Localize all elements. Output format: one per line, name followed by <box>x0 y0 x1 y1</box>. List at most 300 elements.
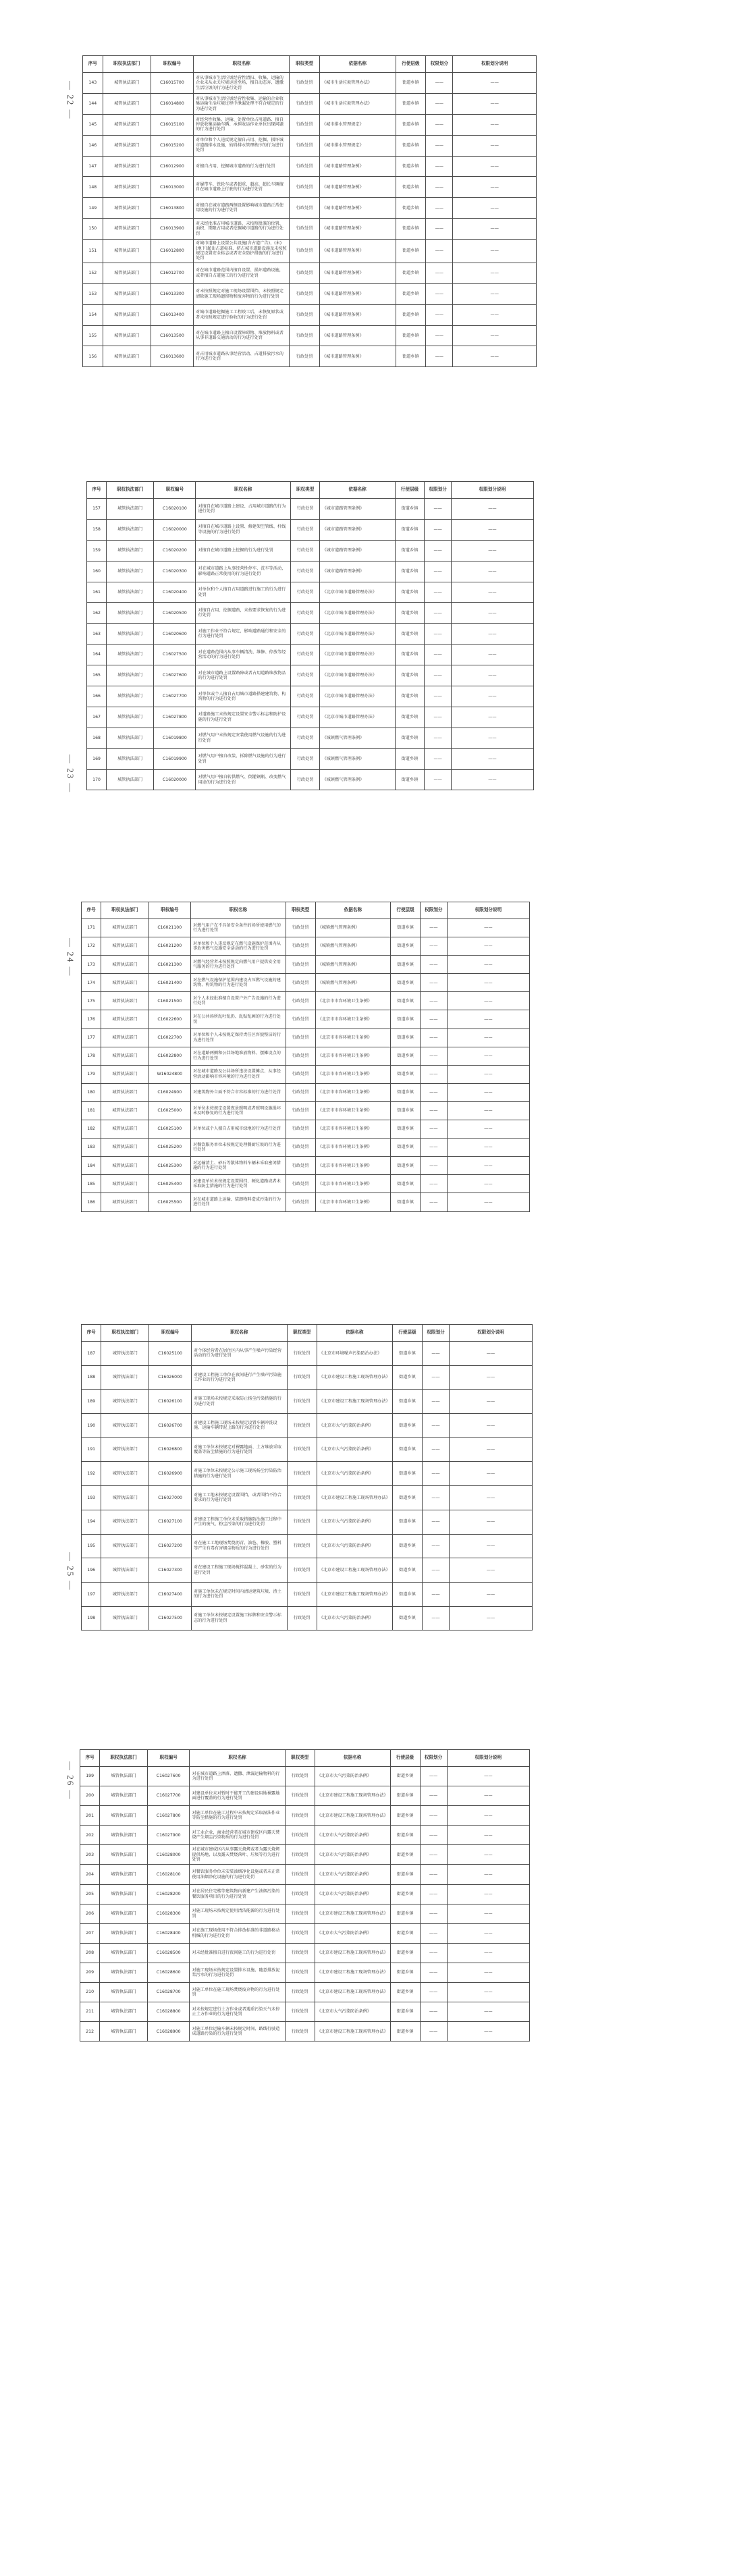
table-cell: 《城镇燃气管理条例》 <box>320 769 395 790</box>
table-cell: —— <box>426 263 453 283</box>
table-row <box>80 1963 530 1982</box>
table-cell: 街道乡镇 <box>390 2022 420 2041</box>
table-cell: —— <box>450 1534 533 1558</box>
table-cell: 199 <box>80 1767 100 1786</box>
table-cell: 《北京市建设工程施工现场管理办法》 <box>317 1390 392 1414</box>
table-cell: 对在居民住宅楼等建筑物内新建产生油烟污染的餐饮服务项目的行为进行处罚 <box>190 1884 285 1904</box>
table-row <box>83 114 537 135</box>
column-header: 序号 <box>82 902 101 919</box>
table-cell: 城管执法部门 <box>101 1157 148 1175</box>
table-cell: 城管执法部门 <box>103 135 151 156</box>
table-cell: 212 <box>80 2022 100 2041</box>
table-cell: 《北京市大气污染防治条例》 <box>315 1767 390 1786</box>
table-cell: 街道乡镇 <box>392 1582 422 1606</box>
table-cell: 城管执法部门 <box>103 283 151 304</box>
table-cell: —— <box>425 665 452 686</box>
table-cell: C16015200 <box>151 135 193 156</box>
table-row <box>80 1806 530 1826</box>
table-cell: —— <box>453 219 537 240</box>
table-cell: 城管执法部门 <box>103 346 151 367</box>
table-cell: 对燃气用户擅自转供燃气、倒灌钢瓶、改变燃气用途的行为进行处罚 <box>196 769 290 790</box>
table-cell: 《北京市市容环境卫生条例》 <box>315 1157 391 1175</box>
table-cell: C16021300 <box>148 956 190 974</box>
column-header: 职权执法部门 <box>107 482 154 499</box>
table-cell: —— <box>453 240 537 263</box>
column-header: 权限划分 <box>420 902 447 919</box>
authority-table <box>86 481 534 790</box>
table-cell: 《北京市大气污染防治条例》 <box>315 1826 390 1845</box>
table-cell: —— <box>420 1010 447 1029</box>
table-cell: C16020400 <box>154 582 196 603</box>
table-cell: —— <box>420 1120 447 1139</box>
table-cell: —— <box>453 263 537 283</box>
table-cell: —— <box>452 728 534 748</box>
authority-table <box>82 55 537 367</box>
table-cell: 《北京市城市道路管理办法》 <box>320 624 395 645</box>
table-cell: C16027400 <box>149 1582 192 1606</box>
table-cell: 152 <box>83 263 103 283</box>
table-cell: 对燃气用户在不具备安全条件的场所使用燃气的行为进行处罚 <box>190 919 286 937</box>
table-cell: —— <box>420 1767 447 1786</box>
table-cell: 行政处罚 <box>286 919 315 937</box>
table-cell: 《北京市市容环境卫生条例》 <box>315 1029 391 1047</box>
table-cell: 《北京市市容环境卫生条例》 <box>315 1193 391 1211</box>
table-row <box>82 1342 533 1366</box>
table-cell: 《城镇燃气管理条例》 <box>315 919 391 937</box>
table-cell: 对在城市道路上从事经营性停车、洗车等活动，影响道路正常使用的行为进行处罚 <box>196 561 290 582</box>
table-cell: 街道乡镇 <box>391 1175 421 1193</box>
table-cell: 《北京市建设工程施工现场管理办法》 <box>315 1786 390 1806</box>
table-cell: 对未经批准占用城市道路、未按照批准的位置、面积、期限占用或者挖掘城市道路的行为进行处罚 <box>193 219 290 240</box>
table-cell: —— <box>420 992 447 1010</box>
table-cell: 187 <box>82 1342 101 1366</box>
table-cell: 178 <box>82 1047 101 1065</box>
table-cell: 城管执法部门 <box>100 1826 148 1845</box>
table-cell: 154 <box>83 304 103 325</box>
table-cell: 205 <box>80 1884 100 1904</box>
page-number: — 24 — <box>65 938 76 977</box>
table-cell: 行政处罚 <box>286 992 315 1010</box>
table-row <box>82 1083 530 1101</box>
table-cell: —— <box>420 1047 447 1065</box>
table-row <box>83 177 537 198</box>
table-cell: —— <box>447 1983 530 2002</box>
table-cell: 150 <box>83 219 103 240</box>
table-cell: 行政处罚 <box>286 1029 315 1047</box>
table-cell: —— <box>426 93 453 114</box>
table-cell: 城管执法部门 <box>107 769 154 790</box>
table-cell: 街道乡镇 <box>391 1101 421 1120</box>
table-cell: 对擅自在城市道路上挖掘的行为进行处罚 <box>196 540 290 561</box>
table-cell: 城管执法部门 <box>101 1029 148 1047</box>
table-cell: —— <box>447 1083 529 1101</box>
table-cell: 《北京市市容环境卫生条例》 <box>315 1010 391 1029</box>
table-cell: C16028600 <box>147 1963 190 1982</box>
table-cell: 《城镇燃气管理条例》 <box>315 937 391 956</box>
table-header-row <box>83 56 537 73</box>
table-cell: 城管执法部门 <box>101 1120 148 1139</box>
table-row <box>83 325 537 346</box>
column-header: 序号 <box>83 56 103 73</box>
table-cell: 《北京市大气污染防治条例》 <box>315 1923 390 1943</box>
table-cell: 《北京市大气污染防治条例》 <box>317 1606 392 1630</box>
table-cell: 155 <box>83 325 103 346</box>
table-cell: 《城镇燃气管理条例》 <box>320 728 395 748</box>
table-cell: 行政处罚 <box>287 1606 317 1630</box>
table-cell: 城管执法部门 <box>100 1786 148 1806</box>
table-cell: 行政处罚 <box>285 1943 315 1963</box>
table-cell: —— <box>426 240 453 263</box>
table-cell: 城管执法部门 <box>107 603 154 624</box>
table-cell: —— <box>422 1414 449 1438</box>
table-cell: 189 <box>82 1390 101 1414</box>
table-cell: 对从事城市生活垃圾经营性收集、运输的企业收集运输生活垃圾过程中泄漏处理不符合规定的行为进行处罚 <box>193 93 290 114</box>
table-cell: C16013600 <box>151 346 193 367</box>
table-cell: 对未按规定进行土方作业或者遇重污染天气未停止土方作业的行为进行处罚 <box>190 2002 285 2022</box>
table-row <box>87 748 534 769</box>
table-cell: 176 <box>82 1010 101 1029</box>
table-cell: —— <box>426 156 453 177</box>
table-cell: —— <box>453 135 537 156</box>
table-cell: 行政处罚 <box>290 346 319 367</box>
table-cell: —— <box>426 114 453 135</box>
table-cell: 对擅自在城市道路上设置、修建架空管线、杆线等设施的行为进行处罚 <box>196 519 290 540</box>
table-cell: 行政处罚 <box>285 1904 315 1923</box>
table-cell: —— <box>420 1193 447 1211</box>
column-header: 依据名称 <box>315 1750 390 1767</box>
table-cell: 行政处罚 <box>287 1414 317 1438</box>
table-cell: —— <box>447 1806 530 1826</box>
table-cell: 《城市道路管理条例》 <box>320 499 395 520</box>
table-cell: 城管执法部门 <box>100 1963 148 1982</box>
table-cell: 街道乡镇 <box>396 219 425 240</box>
table-cell: 城管执法部门 <box>100 1904 148 1923</box>
table-cell: —— <box>447 2002 530 2022</box>
table-cell: C16028000 <box>147 1845 190 1865</box>
table-cell: 行政处罚 <box>286 1065 315 1083</box>
table-cell: —— <box>447 1175 529 1193</box>
column-header: 权限划分 <box>422 1325 449 1342</box>
table-cell: —— <box>450 1462 533 1486</box>
table-cell: 城管执法部门 <box>100 1884 148 1904</box>
column-header: 权限划分说明 <box>447 902 529 919</box>
table-row <box>82 1175 530 1193</box>
table-cell: 《城市道路管理条例》 <box>319 346 396 367</box>
table-cell: —— <box>420 2022 447 2041</box>
table-cell: —— <box>450 1606 533 1630</box>
table-cell: C16012800 <box>151 240 193 263</box>
table-cell: C16020000 <box>154 769 196 790</box>
table-cell: —— <box>420 1826 447 1845</box>
table-cell: 170 <box>87 769 107 790</box>
table-cell: 城管执法部门 <box>100 1943 148 1963</box>
table-cell: 行政处罚 <box>290 561 320 582</box>
table-cell: —— <box>426 346 453 367</box>
table-header-row <box>80 1750 530 1767</box>
table-cell: 行政处罚 <box>285 2002 315 2022</box>
table-cell: —— <box>450 1390 533 1414</box>
table-cell: —— <box>452 603 534 624</box>
table-cell: 城管执法部门 <box>100 1806 148 1826</box>
table-cell: —— <box>447 992 529 1010</box>
table-cell: C16026900 <box>149 1462 192 1486</box>
table-cell: 143 <box>83 73 103 94</box>
table-cell: 行政处罚 <box>290 263 319 283</box>
table-header-row <box>82 1325 533 1342</box>
table-cell: 行政处罚 <box>287 1558 317 1583</box>
table-cell: C16012900 <box>151 156 193 177</box>
table-cell: —— <box>447 1845 530 1865</box>
table-row <box>82 1486 533 1510</box>
table-cell: C16027800 <box>147 1806 190 1826</box>
table-cell: 城管执法部门 <box>101 1065 148 1083</box>
table-cell: 行政处罚 <box>290 283 319 304</box>
table-cell: 街道乡镇 <box>395 748 425 769</box>
table-cell: 行政处罚 <box>290 198 319 219</box>
table-cell: 《北京市建设工程施工现场管理办法》 <box>317 1558 392 1583</box>
table-cell: 城管执法部门 <box>101 1139 148 1157</box>
table-cell: 街道乡镇 <box>395 645 425 665</box>
table-cell: C16027200 <box>149 1534 192 1558</box>
table-cell: —— <box>447 937 529 956</box>
table-cell: 对在城市道路上运输、装卸物料造成污染的行为进行处罚 <box>190 1193 286 1211</box>
table-cell: 行政处罚 <box>290 686 320 707</box>
page-number: — 23 — <box>65 755 76 794</box>
table-cell: —— <box>425 645 452 665</box>
table-row <box>82 1462 533 1486</box>
table-cell: 城管执法部门 <box>100 1923 148 1943</box>
table-cell: —— <box>422 1462 449 1486</box>
table-cell: 街道乡镇 <box>392 1462 422 1486</box>
table-cell: 204 <box>80 1865 100 1884</box>
column-header: 职权类型 <box>285 1750 315 1767</box>
table-cell: 街道乡镇 <box>392 1365 422 1390</box>
table-cell: C16014800 <box>151 93 193 114</box>
table-cell: —— <box>425 603 452 624</box>
table-row <box>83 73 537 94</box>
table-cell: 城管执法部门 <box>100 1865 148 1884</box>
table-cell: 街道乡镇 <box>392 1510 422 1534</box>
table-cell: 行政处罚 <box>286 1193 315 1211</box>
table-row <box>80 1884 530 1904</box>
table-cell: C16025200 <box>148 1139 190 1157</box>
table-row <box>82 1010 530 1029</box>
table-cell: 对施工工地未按规定设置围挡，或者围挡不符合要求的行为进行处罚 <box>191 1486 287 1510</box>
table-cell: —— <box>452 561 534 582</box>
table-cell: 对擅自占用、挖掘道路，未按要求恢复的行为进行处罚 <box>196 603 290 624</box>
table-cell: 城管执法部门 <box>107 748 154 769</box>
table-cell: 行政处罚 <box>286 956 315 974</box>
table-cell: 行政处罚 <box>287 1462 317 1486</box>
table-cell: 行政处罚 <box>286 1101 315 1120</box>
table-cell: 街道乡镇 <box>391 919 421 937</box>
table-row <box>87 582 534 603</box>
table-cell: —— <box>422 1390 449 1414</box>
table-row <box>80 1943 530 1963</box>
table-cell: —— <box>425 707 452 728</box>
table-cell: 城管执法部门 <box>101 1083 148 1101</box>
table-cell: 行政处罚 <box>286 1120 315 1139</box>
table-cell: 城管执法部门 <box>107 624 154 645</box>
table-cell: —— <box>420 937 447 956</box>
table-cell: 对运输渣土、砂石等散体物料车辆未采取密闭措施的行为进行处罚 <box>190 1157 286 1175</box>
table-cell: —— <box>447 919 529 937</box>
table-cell: 207 <box>80 1923 100 1943</box>
table-cell: C16020000 <box>154 519 196 540</box>
table-cell: 对占用城市道路从事经营活动、占道排放污水的行为进行处罚 <box>193 346 290 367</box>
table-cell: 行政处罚 <box>287 1486 317 1510</box>
table-cell: —— <box>450 1510 533 1534</box>
table-cell: 城管执法部门 <box>107 686 154 707</box>
table-cell: 城管执法部门 <box>107 665 154 686</box>
table-cell: 街道乡镇 <box>390 1963 420 1982</box>
table-cell: —— <box>420 919 447 937</box>
table-cell: 行政处罚 <box>286 1175 315 1193</box>
table-cell: C16022800 <box>148 1047 190 1065</box>
table-cell: 街道乡镇 <box>391 1139 421 1157</box>
table-cell: 对施工单位未按规定公示施工现场扬尘污染防治措施的行为进行处罚 <box>191 1462 287 1486</box>
table-row <box>87 499 534 520</box>
column-header: 序号 <box>87 482 107 499</box>
table-cell: 对经营性收集、运输、处置单位占用道路、擅自停放收集运输车辆、承担收运作业单位出现问题的行为进行处罚 <box>193 114 290 135</box>
table-row <box>82 1582 533 1606</box>
table-cell: C16028200 <box>147 1884 190 1904</box>
table-cell: 201 <box>80 1806 100 1826</box>
column-header: 权限划分说明 <box>450 1325 533 1342</box>
table-cell: 街道乡镇 <box>390 1904 420 1923</box>
table-cell: 街道乡镇 <box>391 1157 421 1175</box>
table-cell: 对单位和个人擅自占用道路进行施工的行为进行处罚 <box>196 582 290 603</box>
table-cell: 行政处罚 <box>290 728 320 748</box>
table-cell: —— <box>447 1786 530 1806</box>
table-cell: 《城市道路管理条例》 <box>320 561 395 582</box>
column-header: 权限划分 <box>425 482 452 499</box>
table-cell: —— <box>425 561 452 582</box>
table-row <box>82 919 530 937</box>
table-cell: 街道乡镇 <box>395 769 425 790</box>
table-cell: 174 <box>82 974 101 992</box>
table-row <box>82 1510 533 1534</box>
table-cell: 《北京市建设工程施工现场管理办法》 <box>317 1582 392 1606</box>
table-cell: 《北京市建设工程施工现场管理办法》 <box>317 1365 392 1390</box>
table-cell: —— <box>453 198 537 219</box>
table-cell: 对建筑物外立面不符合市容标准的行为进行处罚 <box>190 1083 286 1101</box>
table-cell: 对施工作业不符合规定，影响道路通行和安全的行为进行处罚 <box>196 624 290 645</box>
table-cell: 对单位和个人未按规定保持责任区容貌整洁的行为进行处罚 <box>190 1029 286 1047</box>
table-cell: 对在施工现场使用不符合排放标准的非道路移动机械的行为进行处罚 <box>190 1923 285 1943</box>
table-row <box>80 1767 530 1786</box>
table-cell: 192 <box>82 1462 101 1486</box>
table-cell: 173 <box>82 956 101 974</box>
table-cell: 对未经批准擅自进行夜间施工的行为进行处罚 <box>190 1943 285 1963</box>
table-cell: 对餐饮服务单位未按规定处理餐厨垃圾的行为进行处罚 <box>190 1139 286 1157</box>
table-cell: 161 <box>87 582 107 603</box>
table-cell: 《城市生活垃圾管理办法》 <box>319 93 396 114</box>
table-row <box>82 1437 533 1462</box>
table-cell: 对工业企业、商业经营者在城市建成区内露天焚烧产生烟尘污染物质的行为进行处罚 <box>190 1826 285 1845</box>
table-cell: C16015700 <box>151 73 193 94</box>
table-cell: —— <box>452 769 534 790</box>
table-cell: —— <box>450 1437 533 1462</box>
table-row <box>83 198 537 219</box>
table-cell: 《北京市大气污染防治条例》 <box>317 1510 392 1534</box>
table-cell: 街道乡镇 <box>396 283 425 304</box>
table-cell: 对建设工程施工单位在夜间进行产生噪声污染施工作业的行为进行处罚 <box>191 1365 287 1390</box>
table-cell: —— <box>426 135 453 156</box>
table-cell: 198 <box>82 1606 101 1630</box>
table-cell: 街道乡镇 <box>395 519 425 540</box>
table-cell: C16026100 <box>149 1390 192 1414</box>
column-header: 职权编号 <box>154 482 196 499</box>
table-cell: 城管执法部门 <box>100 1845 148 1865</box>
column-header: 序号 <box>82 1325 101 1342</box>
table-cell: 行政处罚 <box>290 748 320 769</box>
table-cell: 对未按照规定对施工现场设置围挡、未按照规定清除施工现场遗留物和废弃物的行为进行处罚 <box>193 283 290 304</box>
column-header: 行使层级 <box>395 482 425 499</box>
table-cell: —— <box>452 540 534 561</box>
table-cell: 行政处罚 <box>286 974 315 992</box>
table-cell: 街道乡镇 <box>396 263 425 283</box>
table-cell: 街道乡镇 <box>390 1826 420 1845</box>
table-cell: 街道乡镇 <box>391 956 421 974</box>
table-cell: C16025500 <box>148 1193 190 1211</box>
table-row <box>82 1414 533 1438</box>
table-cell: 城管执法部门 <box>103 263 151 283</box>
table-cell: 街道乡镇 <box>392 1558 422 1583</box>
column-header: 权限划分说明 <box>452 482 534 499</box>
table-cell: —— <box>426 283 453 304</box>
table-cell: —— <box>420 1806 447 1826</box>
table-cell: —— <box>420 1065 447 1083</box>
table-cell: —— <box>422 1606 449 1630</box>
column-header: 行使层级 <box>390 1750 420 1767</box>
table-cell: 158 <box>87 519 107 540</box>
table-cell: 对单位未按规定设置夜景照明或者照明设施损坏未及时修复的行为进行处罚 <box>190 1101 286 1120</box>
table-cell: —— <box>453 325 537 346</box>
table-cell: 对擅自在城市道路两侧设置影响城市道路正常使用设施的行为进行处罚 <box>193 198 290 219</box>
table-cell: —— <box>452 645 534 665</box>
table-cell: 《北京市市容环境卫生条例》 <box>315 992 391 1010</box>
table-row <box>80 1865 530 1884</box>
table-cell: 城管执法部门 <box>103 73 151 94</box>
table-cell: 街道乡镇 <box>391 974 421 992</box>
table-cell: 对在公共场所乱吐乱扔、乱贴乱画的行为进行处罚 <box>190 1010 286 1029</box>
table-cell: —— <box>452 582 534 603</box>
table-cell: 《北京市市容环境卫生条例》 <box>315 1175 391 1193</box>
table-cell: 行政处罚 <box>290 582 320 603</box>
table-cell: 210 <box>80 1983 100 2002</box>
page-number: — 25 — <box>65 1552 76 1591</box>
table-cell: 街道乡镇 <box>391 937 421 956</box>
table-cell: 街道乡镇 <box>390 1865 420 1884</box>
table-row <box>83 93 537 114</box>
table-cell: —— <box>420 1157 447 1175</box>
table-cell: 《北京市市容环境卫生条例》 <box>315 1083 391 1101</box>
table-cell: —— <box>425 499 452 520</box>
table-cell: 《北京市大气污染防治条例》 <box>317 1534 392 1558</box>
table-cell: 街道乡镇 <box>391 1120 421 1139</box>
table-cell: C16020600 <box>154 624 196 645</box>
table-cell: —— <box>447 956 529 974</box>
authority-table <box>81 902 530 1212</box>
column-header: 职权编号 <box>151 56 193 73</box>
table-cell: —— <box>425 519 452 540</box>
column-header: 职权执法部门 <box>103 56 151 73</box>
table-cell: 街道乡镇 <box>391 1065 421 1083</box>
table-cell: 对在燃气设施保护范围内建设占压燃气设施的建筑物、构筑物的行为进行处罚 <box>190 974 286 992</box>
table-cell: —— <box>420 1083 447 1101</box>
table-cell: 171 <box>82 919 101 937</box>
